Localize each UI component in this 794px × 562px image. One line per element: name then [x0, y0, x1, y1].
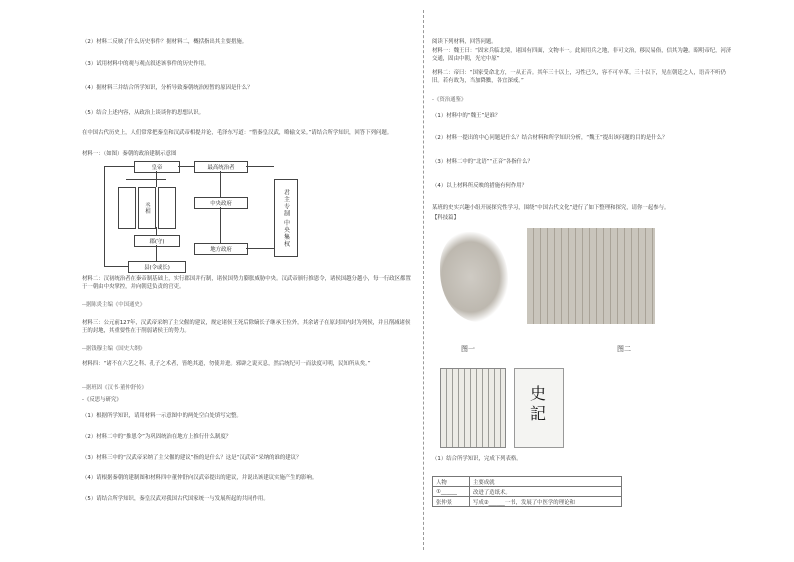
diagram-connector [156, 245, 157, 261]
diagram-chancellor: 丞相 [138, 187, 156, 229]
diagram-connector [104, 266, 128, 267]
bamboo-slips-image [527, 228, 655, 324]
reading-material-1: 材料一：魏王曰：“固宋兵临北境，诸国有四面，文物丰一。此间用兵之地，非可文治，移民易俗，信其为趣。昭明帝纪，河济交通，固由中朝，光宅中原” [432, 48, 732, 62]
table-cell-person-2: 张仲景 [433, 497, 470, 507]
diagram-autocracy-label: 君主专制 中央集权 [274, 179, 298, 257]
table-cell-achievement-1: 改进了造纸术。 [470, 487, 622, 497]
diagram-connector [246, 166, 274, 167]
column-divider [423, 10, 424, 550]
diagram-commandery: 郡(守) [134, 235, 180, 247]
material-3: 材料三：公元前127年，汉武帝采纳了主父偃的建议，规定诸侯王死后除嫡长子继承王位外，其余诸子在原封国内封为列侯，并且削减诸侯王的封地，其重要性在于削弱诸侯王的势力。 [82, 320, 411, 334]
qin-political-diagram [96, 161, 328, 274]
paper-fragment-image [440, 232, 508, 322]
diagram-connector [220, 207, 221, 243]
reading-intro: 阅读下列材料，回答问题。 [432, 39, 497, 45]
reading-source: -《资治通鉴》 [432, 97, 467, 103]
section-intro: 在中国古代历史上，人们常常把秦皇和汉武帝相提并论，毛泽东写道：“惜秦皇汉武，略输文采。”请结合所学知识，回答下列问题。 [82, 130, 393, 136]
material-4: 材料四：“诸不在六艺之科、孔子之术者，皆绝其道，勿使并进。邪辟之说灭息，然后统纪可一而法度可明，民知所从矣。” [82, 361, 371, 367]
diagram-blank-right [158, 187, 176, 229]
figure-2-caption: 图二 [617, 345, 631, 353]
science-section-label: 【科技篇】 [432, 215, 459, 221]
diagram-connector [104, 166, 105, 266]
material-2: 材料二：汉初统治者在秦帝制基础上，实行郡国并行制，诸侯国势力膨胀威胁中央。汉武帝颁行推恩令，诸侯国越分越小，每一行政区都置于一朝由中央掌控，并向朝廷负责的官吏。 [82, 276, 411, 290]
sub-question-4: （4）请根据秦朝的建制图和材料四中董仲舒向汉武帝提出的建议，并说出该建议实施产生的影响。 [82, 475, 318, 481]
source-2: --据钱穆主编《国史大纲》 [82, 346, 146, 352]
reading-question-1: （1）材料中的“魏王”是谁？ [432, 113, 501, 119]
question-2: （2）材料二反映了什么历史事件？据材料二，概括指出其主要措施。 [82, 39, 248, 45]
sub-question-3: （3）材料三中的“汉武帝采纳了主父偃的建议”指的是什么？这是“汉武帝”采纳的谁的建议？ [82, 455, 302, 461]
diagram-supreme-ruler: 最高统治者 [194, 161, 248, 173]
table-question: （1）结合所学知识，完成下列表格。 [432, 456, 522, 462]
question-5: （5）结合上述内容，从政治上谈谈你的思想认识。 [82, 110, 205, 116]
reading-material-2: 材料二：帝曰：“国家受命北方，一从正音。其年三十以上，习性已久，容不可卒革。三十以下，见在朝廷之人，语音不听仍旧。若有故为，当加降黜，各宜深戒。” [432, 70, 726, 84]
diagram-central-government: 中央政府 [194, 197, 248, 209]
diagram-county: 县(令或长) [128, 261, 186, 273]
reading-question-3: （3）材料二中的“北语”“正音”各指什么？ [432, 159, 533, 165]
diagram-connector [246, 248, 274, 249]
diagram-emperor: 皇帝 [134, 161, 180, 173]
diagram-connector [104, 166, 134, 167]
sub-question-5: （5）请结合所学知识，秦皇汉武对我国古代国家统一与发展所起的共同作用。 [82, 496, 269, 502]
table-row [433, 497, 622, 507]
question-4: （4）据材料三并结合所学知识，分析导致秦朝统治短暂的原因是什么？ [82, 85, 253, 91]
source-3: --据班固《汉书·董仲舒传》 [82, 385, 147, 391]
diagram-connector [156, 227, 157, 235]
source-1: --据陈炎主编《中国通史》 [82, 302, 146, 308]
diagram-blank-left [118, 187, 136, 229]
diagram-connector [178, 166, 194, 167]
table-cell-blank-1[interactable]: ①______ [433, 487, 470, 497]
sub-question-1: （1）根据所学知识，请用材料一示意图中的两处空白处填写完整。 [82, 413, 242, 419]
table-row [433, 487, 622, 497]
table-cell-achievement-2[interactable]: 写成②______一书，发展了中医学的理论和 [470, 497, 622, 507]
diagram-local-government: 地方政府 [194, 243, 248, 255]
table-row [433, 477, 622, 487]
reading-question-2: （2）材料一提出的中心问题是什么？结合材料和所学知识分析，“魏王”提出该问题的目的是什么？ [432, 135, 668, 141]
question-3: （3）试用材料中的观与观点叙述该事件的历史作用。 [82, 61, 210, 67]
table-header-achievement: 主要成就 [470, 477, 622, 487]
reading-question-4: （4）以上材料所反映的措施有何作用？ [432, 183, 528, 189]
material-1-title: 材料一：（如图）秦朝的政治建制示意图 [82, 151, 177, 157]
diagram-connector [220, 171, 221, 197]
subsection-heading: -《反思与研究》 [82, 397, 122, 403]
book-page-image [440, 368, 506, 448]
table-header-person: 人物 [433, 477, 470, 487]
diagram-connector [126, 179, 166, 180]
achievement-table [432, 476, 622, 507]
figure-1-caption: 图一 [461, 345, 475, 353]
shiji-cover-title: 史 記 [529, 384, 546, 423]
sub-question-2: （2）材料二中的“推恩令”为巩固统治在地方上推行什么制度？ [82, 434, 232, 440]
inquiry-intro: 某班的史实兴趣小组开展探究性学习，围绕“中国古代文化”进行了如下整理和探究，请你一起参与。 [432, 205, 670, 211]
